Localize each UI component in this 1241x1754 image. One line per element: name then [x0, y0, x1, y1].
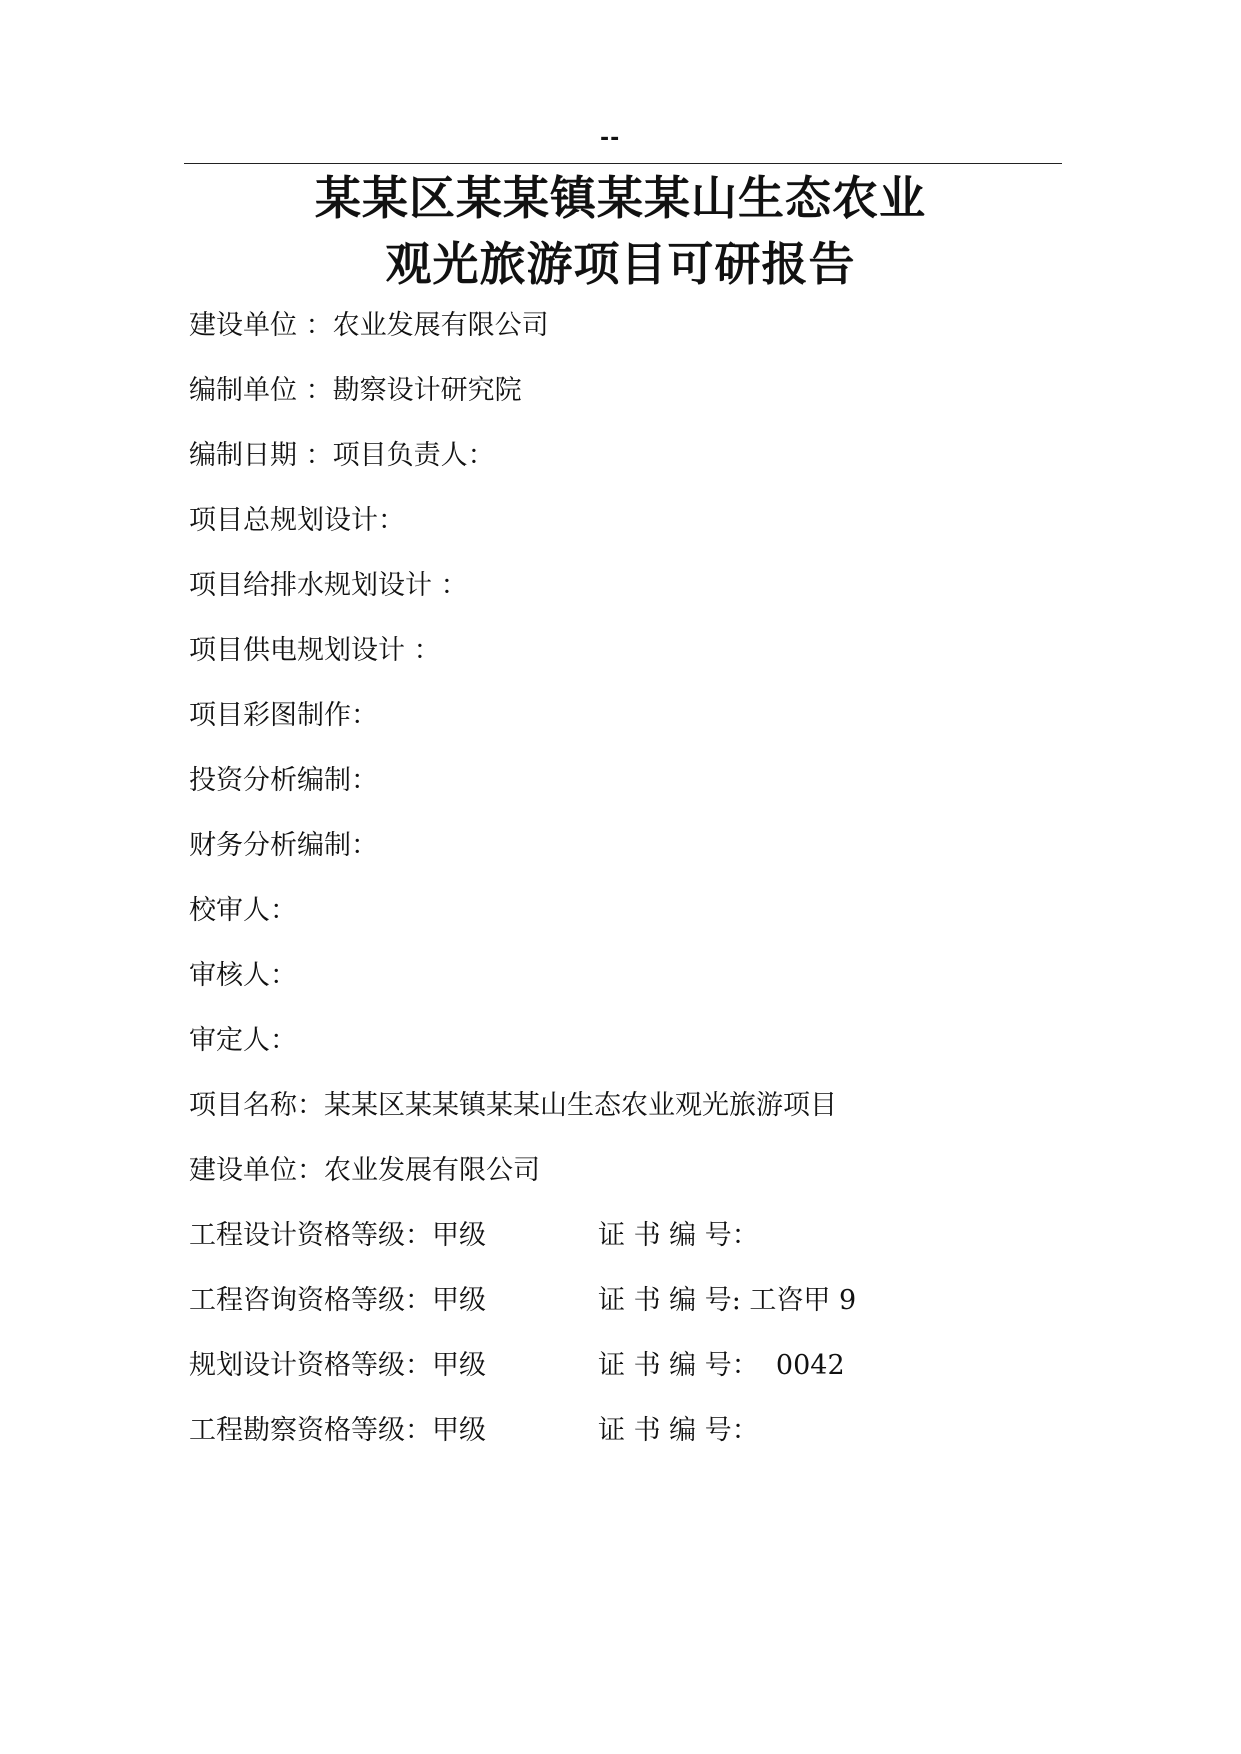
qualification-engineering-consulting: 工程咨询资格等级：甲级: [189, 1285, 486, 1316]
field-power-planning: 项目供电规划设计 ：: [189, 635, 441, 666]
field-financial-analysis: 财务分析编制：: [189, 830, 378, 861]
certificate-number-engineering-survey: 证 书 编 号：: [598, 1415, 759, 1446]
field-construction-unit: 建设单位 ：农业发展有限公司: [189, 310, 549, 341]
qualification-engineering-survey: 工程勘察资格等级：甲级: [189, 1415, 486, 1446]
header-divider: [184, 163, 1062, 164]
field-project-name: 项目名称：某某区某某镇某某山生态农业观光旅游项目: [189, 1090, 837, 1121]
certificate-number-engineering-design: 证 书 编 号：: [598, 1220, 759, 1251]
field-compiling-unit: 编制单位 ：勘察设计研究院: [189, 375, 522, 406]
field-approver: 审定人：: [189, 1025, 297, 1056]
field-compile-date: 编制日期 ：项目负责人：: [189, 440, 495, 471]
field-overall-planning: 项目总规划设计：: [189, 505, 405, 536]
field-proofreader: 校审人：: [189, 895, 297, 926]
field-water-planning: 项目给排水规划设计 ：: [189, 570, 468, 601]
page-header-mark: --: [600, 126, 621, 151]
field-investment-analysis: 投资分析编制：: [189, 765, 378, 796]
qualification-engineering-design: 工程设计资格等级：甲级: [189, 1220, 486, 1251]
certificate-number-planning-design: 证 书 编 号： 0042: [598, 1350, 845, 1381]
field-reviewer: 审核人：: [189, 960, 297, 991]
field-construction-unit-2: 建设单位：农业发展有限公司: [189, 1155, 540, 1186]
certificate-number-engineering-consulting: 证 书 编 号: 工咨甲 9: [598, 1285, 857, 1316]
qualification-planning-design: 规划设计资格等级：甲级: [189, 1350, 486, 1381]
field-color-drawings: 项目彩图制作：: [189, 700, 378, 731]
document-title-line-1: 某某区某某镇某某山生态农业: [315, 171, 926, 225]
document-title-line-2: 观光旅游项目可研报告: [385, 237, 856, 291]
